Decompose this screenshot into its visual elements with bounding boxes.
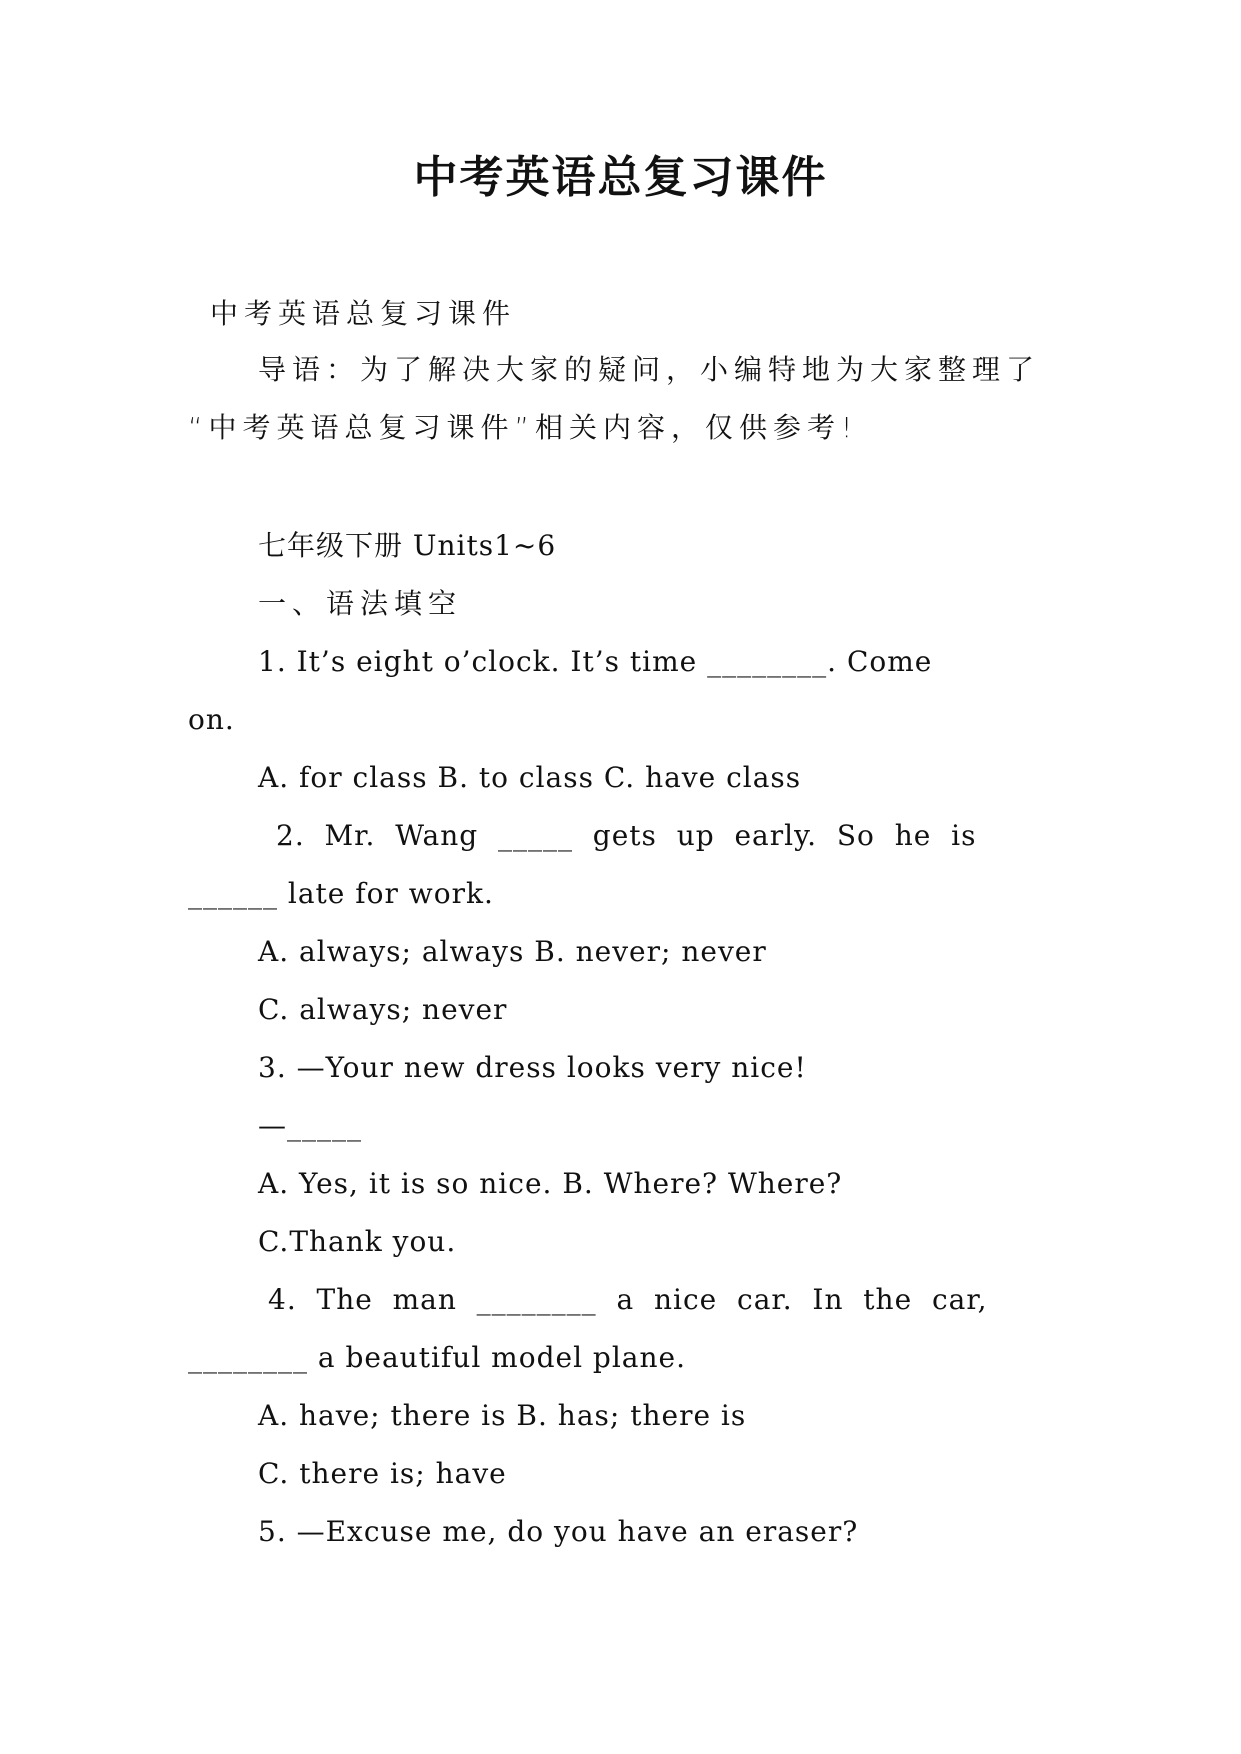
question-4-stem-continued: ________ a beautiful model plane. [188, 1341, 687, 1374]
question-3-stem: 3. —Your new dress looks very nice! [258, 1051, 807, 1084]
section-heading: 一、语法填空 [258, 587, 463, 620]
question-2-stem-continued: ______ late for work. [188, 877, 494, 910]
intro-line-2: “中考英语总复习课件”相关内容，仅供参考! [188, 411, 859, 444]
question-2-options-line-2: C. always; never [258, 993, 508, 1026]
question-4-stem: 4. The man ________ a nice car. In the car, [268, 1283, 988, 1316]
question-4-options-line-2: C. there is; have [258, 1457, 507, 1490]
question-3-options-line-1: A. Yes, it is so nice. B. Where? Where? [258, 1167, 843, 1200]
question-2-options-line-1: A. always; always B. never; never [258, 935, 767, 968]
question-3-options-line-2: C.Thank you. [258, 1225, 457, 1258]
question-1-stem: 1. It’s eight o’clock. It’s time ________. Come [258, 645, 933, 678]
question-1-options: A. for class B. to class C. have class [258, 761, 802, 794]
question-1-stem-continued: on. [188, 703, 235, 736]
document-title: 中考英语总复习课件 [413, 152, 828, 203]
unit-heading: 七年级下册 Units1~6 [258, 529, 557, 562]
question-2-stem: 2. Mr. Wang _____ gets up early. So he is [276, 819, 977, 852]
question-5-stem: 5. —Excuse me, do you have an eraser? [258, 1515, 859, 1548]
intro-line-1: 导语：为了解决大家的疑问，小编特地为大家整理了 [258, 353, 1041, 386]
document-subtitle: 中考英语总复习课件 [210, 297, 517, 330]
question-3-answer-blank: —_____ [258, 1109, 362, 1142]
question-4-options-line-1: A. have; there is B. has; there is [258, 1399, 747, 1432]
